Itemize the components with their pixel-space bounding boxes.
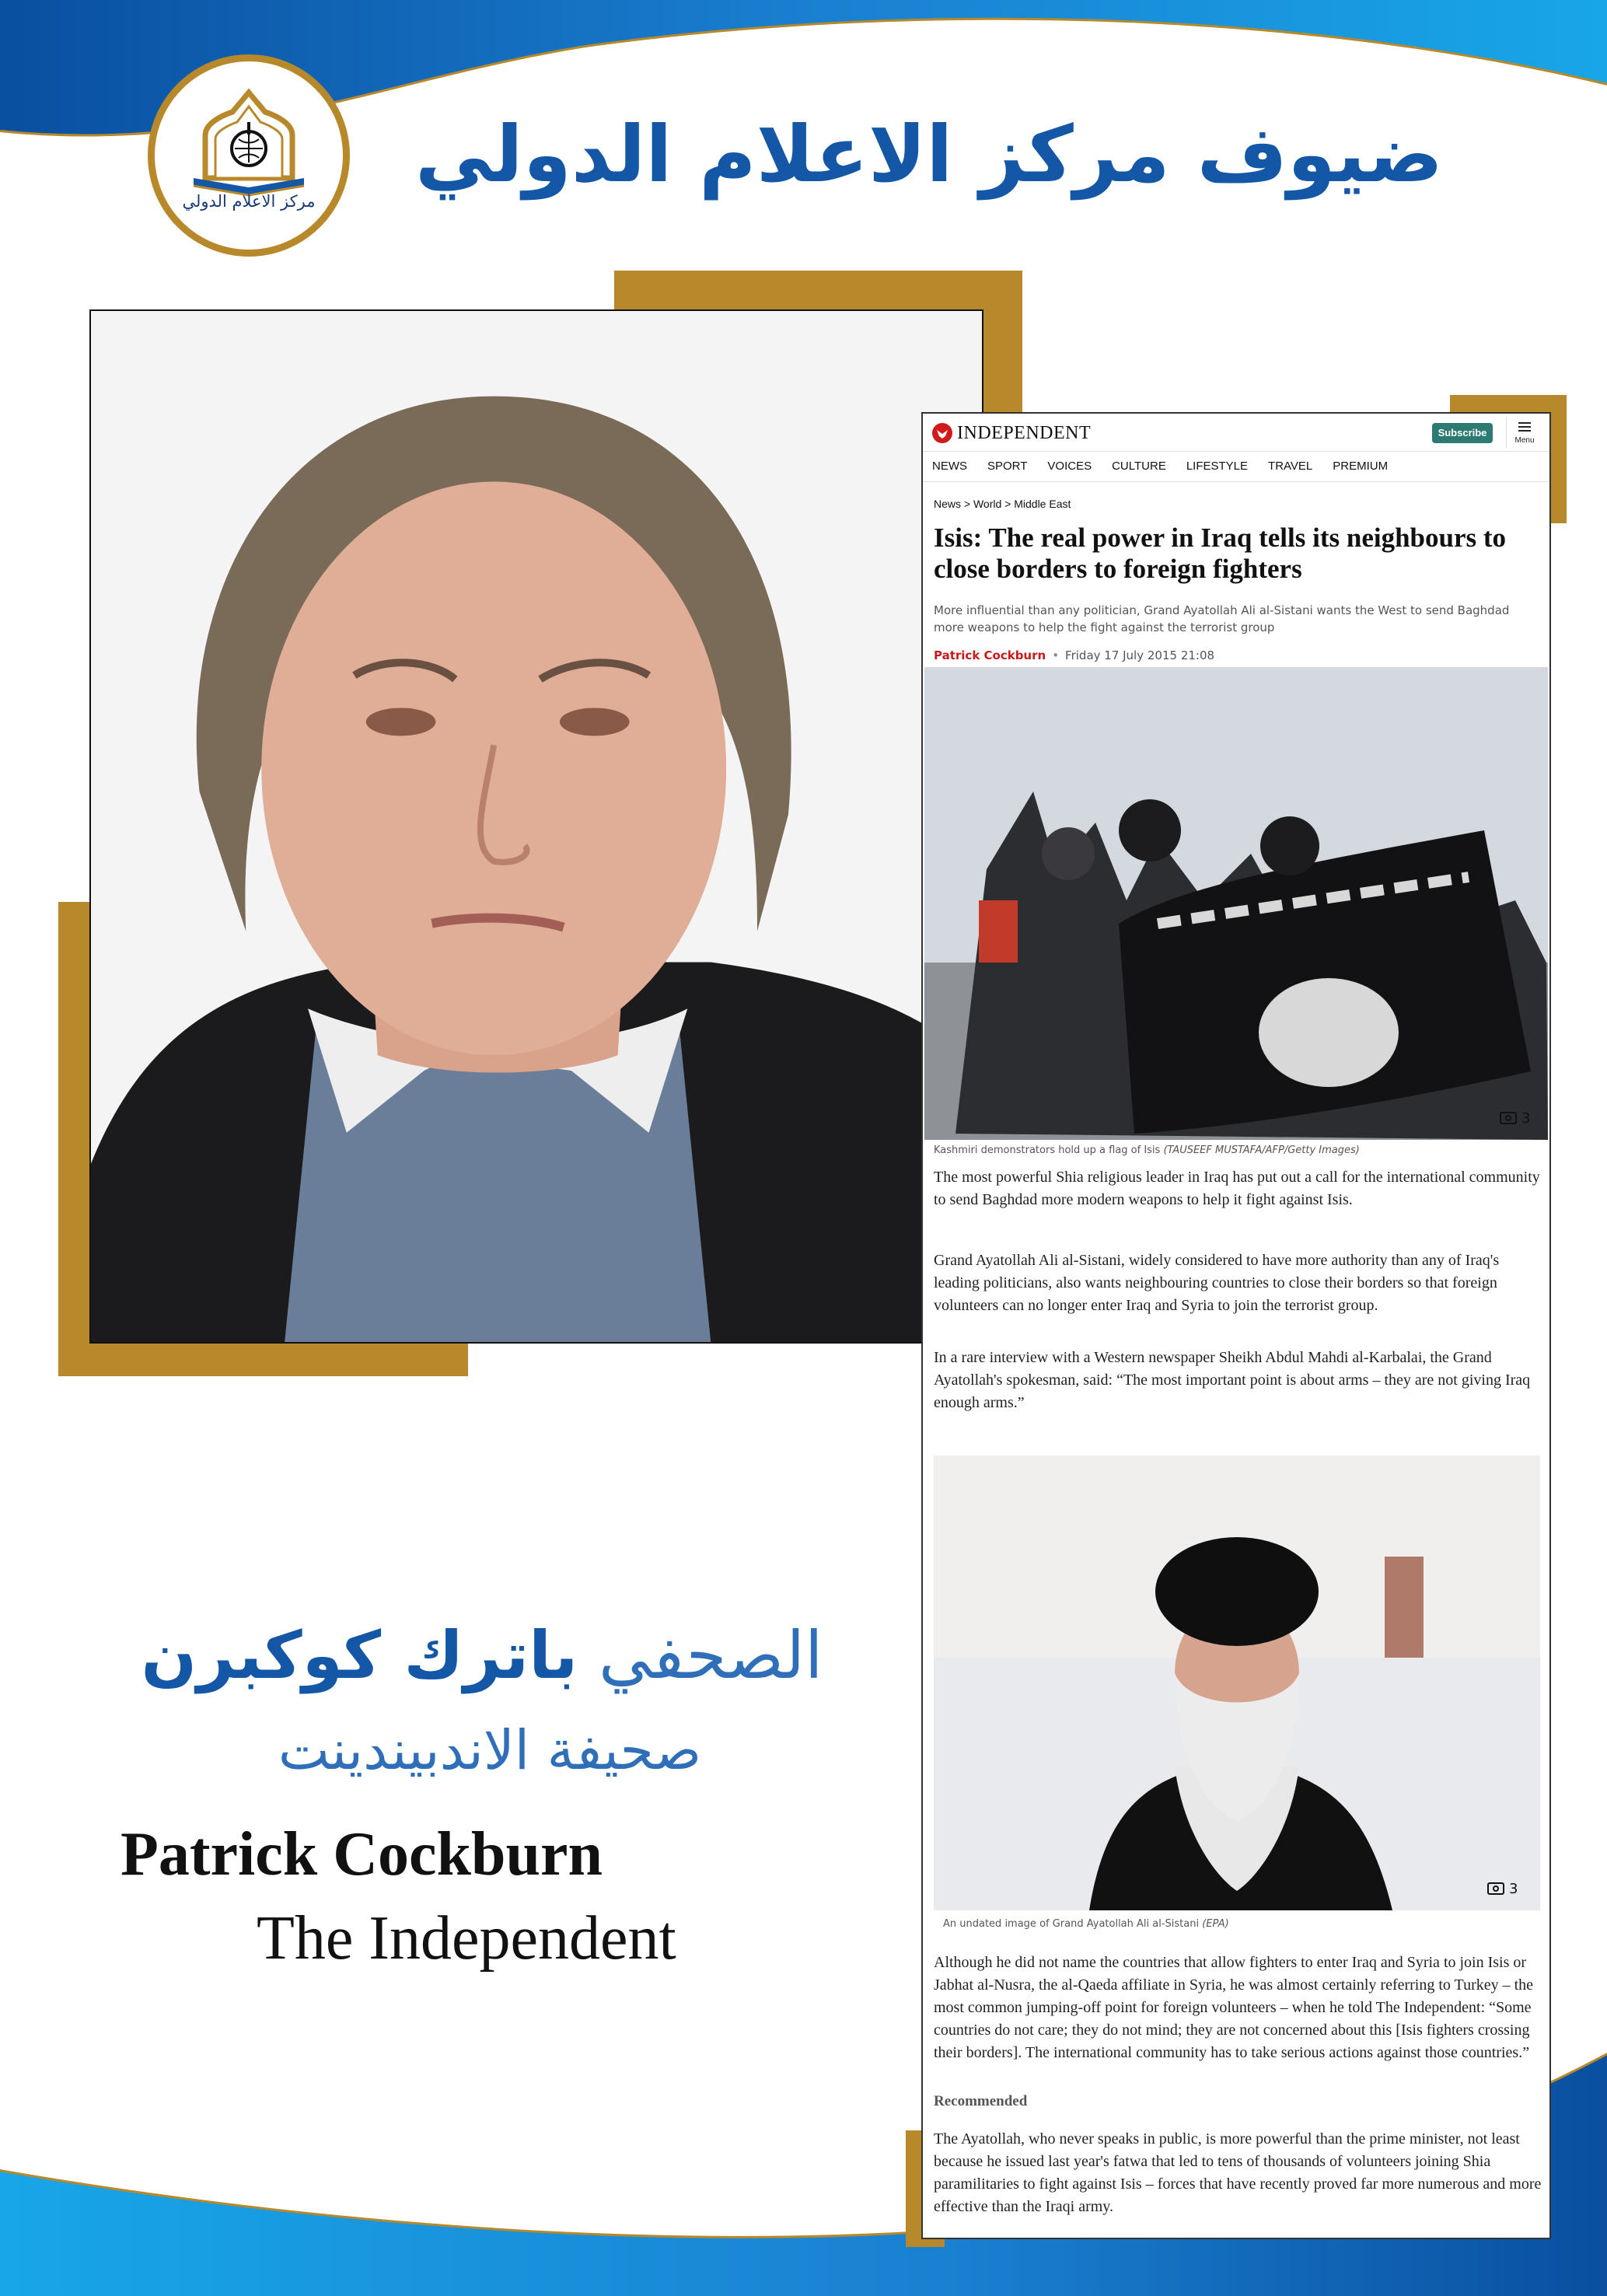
nav-item-premium[interactable]: PREMIUM (1333, 460, 1389, 473)
article-standfirst: More influential than any politician, Grand Ayatollah Ali al-Sistani wants the West to send Baghdad more weapons to help the fight against the terrorist group (934, 603, 1510, 634)
publish-date: Friday 17 July 2015 21:08 (1065, 648, 1215, 662)
paragraph-3: In a rare interview with a Western newspaper Sheikh Abdul Mahdi al-Karbalai, the Grand Ayatollah's spokesman, said: “The most important point is about arms – they are not giving Iraq enough arms.” (934, 1349, 1531, 1411)
page-title: ضيوف مركز الاعلام الدولي (415, 109, 1443, 200)
article-photo-sistani[interactable] (934, 1456, 1540, 1910)
guest-name-arabic (93, 1617, 871, 1693)
article-nav (923, 451, 1549, 482)
nav-item-sport[interactable]: SPORT (987, 460, 1028, 473)
photo-count: 3 (1487, 1881, 1518, 1897)
nav-item-culture[interactable]: CULTURE (1112, 460, 1166, 473)
breadcrumb[interactable]: News > World > Middle East (934, 498, 1071, 510)
photo-caption: Kashmiri demonstrators hold up a flag of Isis (TAUSEEF MUSTAFA/AFP/Getty Images) (934, 1145, 1360, 1156)
gold-accent-bottom-left (58, 1341, 468, 1376)
logo-emblem-icon (155, 61, 343, 250)
article-photo-protest[interactable] (924, 667, 1548, 1140)
paragraph-1: The most powerful Shia religious leader in Iraq has put out a call for the international community to send Baghdad more modern weapons to help it fight against Isis. (934, 1169, 1540, 1208)
logo-text: مركز الاعلام الدولي (182, 192, 316, 211)
photo-caption: An undated image of Grand Ayatollah Ali al-Sistani (EPA) (943, 1918, 1229, 1930)
nav-item-travel[interactable]: TRAVEL (1268, 460, 1313, 473)
byline (934, 648, 1214, 662)
article-topbar (923, 414, 1549, 452)
nav-item-voices[interactable]: VOICES (1047, 460, 1092, 473)
brand-name: INDEPENDENT (957, 423, 1092, 443)
menu-button[interactable] (1506, 418, 1542, 449)
gold-accent-left (58, 902, 93, 1376)
byline-separator: • (1052, 648, 1060, 662)
article-headline: Isis: The real power in Iraq tells its neighbours to close borders to foreign fighters (934, 522, 1507, 584)
guest-title-prefix: الصحفي (598, 1617, 823, 1693)
recommended-label: Recommended (934, 2093, 1028, 2109)
menu-label: Menu (1514, 436, 1535, 445)
camera-icon (1500, 1112, 1517, 1124)
nav-item-news[interactable]: NEWS (932, 460, 967, 473)
camera-icon (1487, 1882, 1504, 1895)
eagle-icon (932, 423, 952, 443)
guest-name-english: Patrick Cockburn (121, 1820, 603, 1889)
paragraph-2: Grand Ayatollah Ali al-Sistani, widely considered to have more authority than any of Iraq's leading politicians, also wants neighbouring countries to close their borders so that foreign volunteers can no longer enter Iraq and Syria to join the terrorist group. (934, 1252, 1500, 1314)
subscribe-button[interactable]: Subscribe (1432, 423, 1493, 443)
guest-portrait (89, 309, 983, 1344)
center-logo (148, 54, 350, 257)
author-link[interactable]: Patrick Cockburn (934, 648, 1046, 662)
paragraph-5: The Ayatollah, who never speaks in public, is more powerful than the prime minister, not least because he issued last year's fatwa that led to tens of thousands of volunteers joining Shia paramilitaries to fight against Isis – forces that have recently proved far more numerous and more effective than the Iraqi army. (934, 2130, 1542, 2215)
newspaper-name-english: The Independent (257, 1904, 676, 1973)
newspaper-article (921, 412, 1551, 2239)
photo-count: 3 (1500, 1110, 1530, 1127)
guest-name-ar: باترك كوكبرن (141, 1617, 578, 1693)
newspaper-name-arabic: صحيفة الاندبيندينت (278, 1718, 702, 1782)
paragraph-4: Although he did not name the countries that allow fighters to enter Iraq and Syria to join Isis or Jabhat al-Nusra, the al-Qaeda affiliate in Syria, he was almost certainly referring to Turkey – the most common jumping-off point for foreign volunteers – when he told The Independent: “Some countries do not care; they do not mind; they are not concerned about this [Isis fighters crossing their borders]. The international community has to take serious actions against those countries.” (934, 1954, 1534, 2061)
menu-icon (1518, 422, 1531, 432)
nav-item-lifestyle[interactable]: LIFESTYLE (1186, 460, 1249, 473)
